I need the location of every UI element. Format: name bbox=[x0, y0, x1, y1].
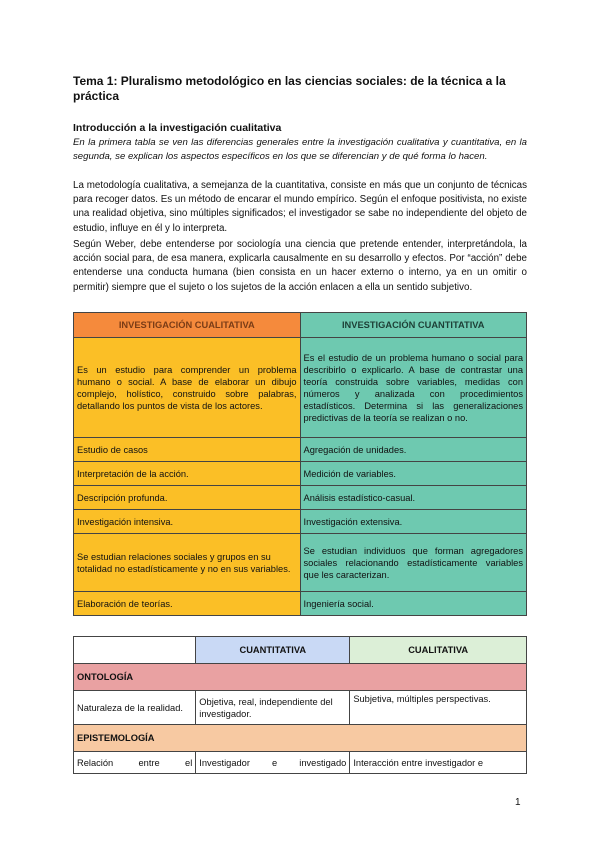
cell-cualitativa: Descripción profunda. bbox=[74, 486, 301, 510]
cell-cuantitativa: Objetiva, real, independiente del investigador. bbox=[196, 691, 350, 725]
section-label-epistemologia: EPISTEMOLOGÍA bbox=[74, 725, 527, 752]
table-header-row bbox=[74, 637, 527, 664]
header-cuantitativa: CUANTITATIVA bbox=[196, 637, 350, 664]
table-row bbox=[74, 592, 527, 616]
header-cualitativa: CUALITATIVA bbox=[350, 637, 527, 664]
cell-cuantitativa: Medición de variables. bbox=[300, 462, 527, 486]
header-cualitativa: INVESTIGACIÓN CUALITATIVA bbox=[74, 313, 301, 338]
table-row bbox=[74, 752, 527, 774]
cell-cualitativa: Interacción entre investigador e bbox=[350, 752, 527, 774]
paragraph-weber: Según Weber, debe entenderse por sociología una ciencia que pretende entender, interpretándola, la acción social para, de esa manera, explicarla causalmente en su desarrollo y efectos. Por “acción” debe entenderse una conducta humana (bien consista en un hacer externo o interno, ya en un omitir o permitir) siempre que el sujeto o los sujetos de la acción enlacen a ella un sentido subjetivo. bbox=[73, 239, 527, 293]
cell-cualitativa: Subjetiva, múltiples perspectivas. bbox=[350, 691, 527, 725]
page-title: Tema 1: Pluralismo metodológico en las ciencias sociales: de la técnica a la práctica bbox=[73, 74, 506, 103]
table-row bbox=[74, 486, 527, 510]
cell-cualitativa: Se estudian relaciones sociales y grupos en su totalidad no estadísticamente y no en sus variables. bbox=[74, 534, 301, 592]
section-row-epistemologia bbox=[74, 725, 527, 752]
cell-aspect: Naturaleza de la realidad. bbox=[74, 691, 196, 725]
intro-italic-note: En la primera tabla se ven las diferencias generales entre la investigación cualitativa y cuantitativa, en la segunda, se explican los aspectos específicos en los que se diferencian y de qué forma lo hacen. bbox=[73, 137, 527, 162]
comparison-table-specific bbox=[73, 636, 527, 774]
table-row bbox=[74, 691, 527, 725]
comparison-table-general bbox=[73, 312, 527, 616]
cell-cuantitativa: Análisis estadístico-casual. bbox=[300, 486, 527, 510]
table-row bbox=[74, 534, 527, 592]
cell-cualitativa: Estudio de casos bbox=[74, 438, 301, 462]
cell-cuantitativa: Ingeniería social. bbox=[300, 592, 527, 616]
section-row-ontologia bbox=[74, 664, 527, 691]
cell-aspect: Relación entre el bbox=[74, 752, 196, 774]
table-row bbox=[74, 462, 527, 486]
page-number: 1 bbox=[515, 797, 521, 808]
table-row bbox=[74, 438, 527, 462]
table-header-row bbox=[74, 313, 527, 338]
cell-cualitativa: Es un estudio para comprender un problema humano o social. A base de elaborar un dibujo complejo, holístico, construido sobre palabras, detallando los puntos de vista de los actores. bbox=[74, 338, 301, 438]
table-row bbox=[74, 338, 527, 438]
cell-cualitativa: Interpretación de la acción. bbox=[74, 462, 301, 486]
cell-cuantitativa: Es el estudio de un problema humano o social para describirlo o explicarlo. A base de contrastar una teoría construida sobre variables, medidas con números y analizada con procedimientos estadísticos. Determina si las generalizaciones predictivas de la teoría se realizan o no. bbox=[300, 338, 527, 438]
cell-cualitativa: Investigación intensiva. bbox=[74, 510, 301, 534]
section-heading: Introducción a la investigación cualitativa bbox=[73, 122, 282, 134]
cell-cuantitativa: Se estudian individuos que forman agregadores sociales relacionando estadísticamente variables que les caracterizan. bbox=[300, 534, 527, 592]
cell-cuantitativa: Agregación de unidades. bbox=[300, 438, 527, 462]
table-row bbox=[74, 510, 527, 534]
cell-cualitativa: Elaboración de teorías. bbox=[74, 592, 301, 616]
header-empty bbox=[74, 637, 196, 664]
paragraph-methodology: La metodología cualitativa, a semejanza de la cuantitativa, consiste en más que un conjunto de técnicas para recoger datos. Es un método de encarar el mundo empírico. Según el enfoque positivista, no existe una realidad objetiva, sino múltiples significados; el investigador se sabe no independiente del objeto de estudio, influye en él y lo interpreta. bbox=[73, 180, 527, 234]
cell-cuantitativa: Investigación extensiva. bbox=[300, 510, 527, 534]
section-label-ontologia: ONTOLOGÍA bbox=[74, 664, 527, 691]
header-cuantitativa: INVESTIGACIÓN CUANTITATIVA bbox=[300, 313, 527, 338]
cell-cuantitativa: Investigador e investigado bbox=[196, 752, 350, 774]
